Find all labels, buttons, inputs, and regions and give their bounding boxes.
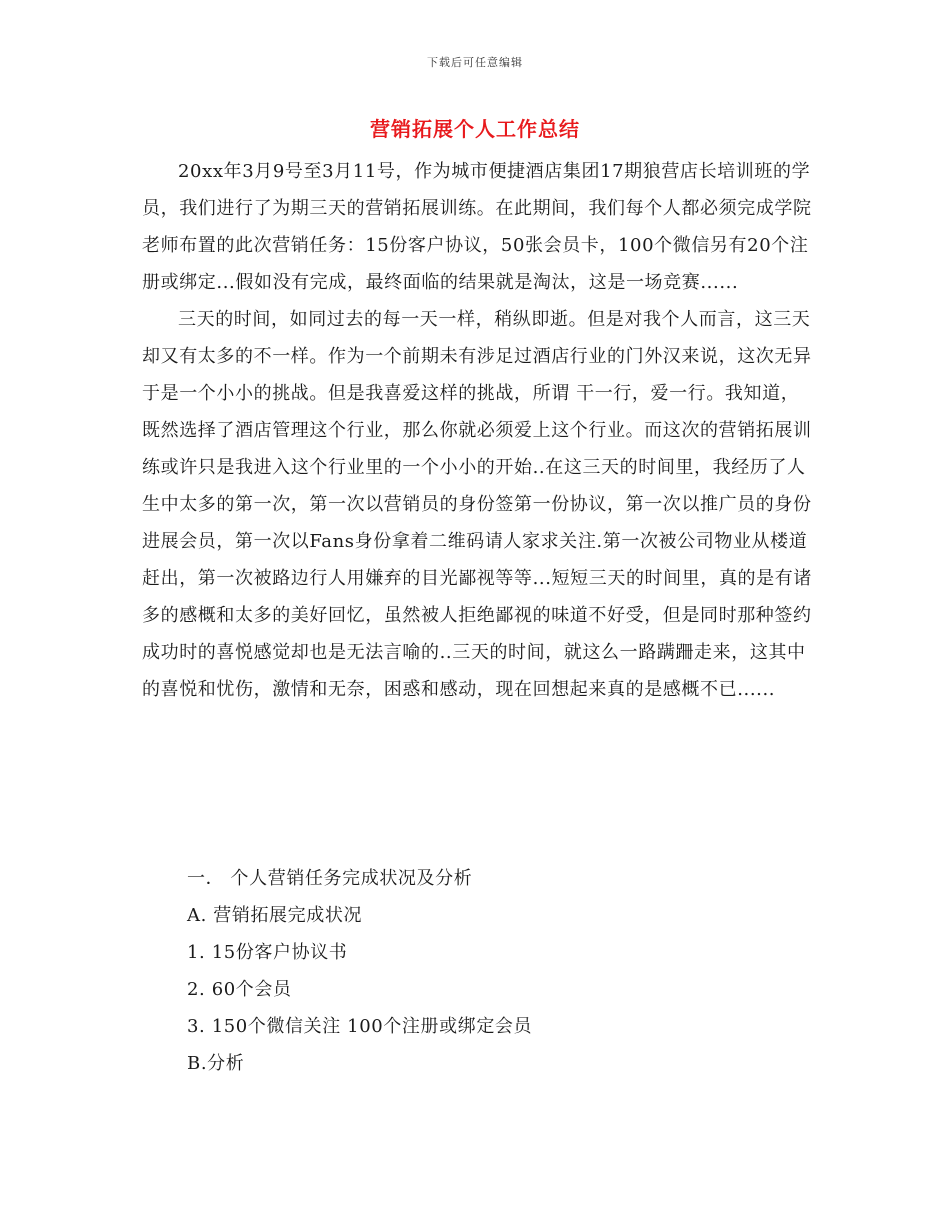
header-note: 下载后可任意编辑: [427, 56, 523, 69]
section-heading: 一． 个人营销任务完成状况及分析: [187, 868, 473, 889]
list-item: 3. 150个微信关注 100个注册或绑定会员: [187, 1016, 533, 1037]
list-item: 1. 15份客户协议书: [187, 942, 348, 963]
list-item: 2. 60个会员: [187, 979, 292, 1000]
document-body: [142, 153, 812, 708]
document-title: 营销拓展个人工作总结: [370, 117, 580, 141]
subsection-heading: B.分析: [187, 1053, 245, 1074]
paragraph-reflection: 三天的时间，如同过去的每一天一样，稍纵即逝。但是对我个人而言，这三天却又有太多的不一样。作为一个前期未有涉足过酒店行业的门外汉来说，这次无异于是一个小小的挑战。但是我喜爱这样的挑战，所谓 干一行，爱一行。我知道，既然选择了酒店管理这个行业，那么你就必须爱上这个行业。而这次的营销拓展训练或许只是我进入这个行业里的一个小小的开始..在这三天的时间里，我经历了人生中太多的第一次，第一次以营销员的身份签第一份协议，第一次以推广员的身份进展会员，第一次以Fans身份拿着二维码请人家求关注.第一次被公司物业从楼道赶出，第一次被路边行人用嫌弃的目光鄙视等等...短短三天的时间里，真的是有诸多的感概和太多的美好回忆，虽然被人拒绝鄙视的味道不好受，但是同时那种签约成功时的喜悦感觉却也是无法言喻的..三天的时间，就这么一路蹒跚走来，这其中的喜悦和忧伤，激情和无奈，困惑和感动，现在回想起来真的是感概不已......: [142, 309, 812, 700]
paragraph-intro: 20xx年3月9号至3月11号，作为城市便捷酒店集团17期狼营店长培训班的学员，我们进行了为期三天的营销拓展训练。在此期间，我们每个人都必须完成学院老师布置的此次营销任务：15份客户协议，50张会员卡，100个微信另有20个注册或绑定...假如没有完成，最终面临的结果就是淘汰，这是一场竞赛......: [142, 161, 812, 293]
section-list: [187, 860, 787, 1082]
subsection-heading: A. 营销拓展完成状况: [187, 905, 363, 926]
